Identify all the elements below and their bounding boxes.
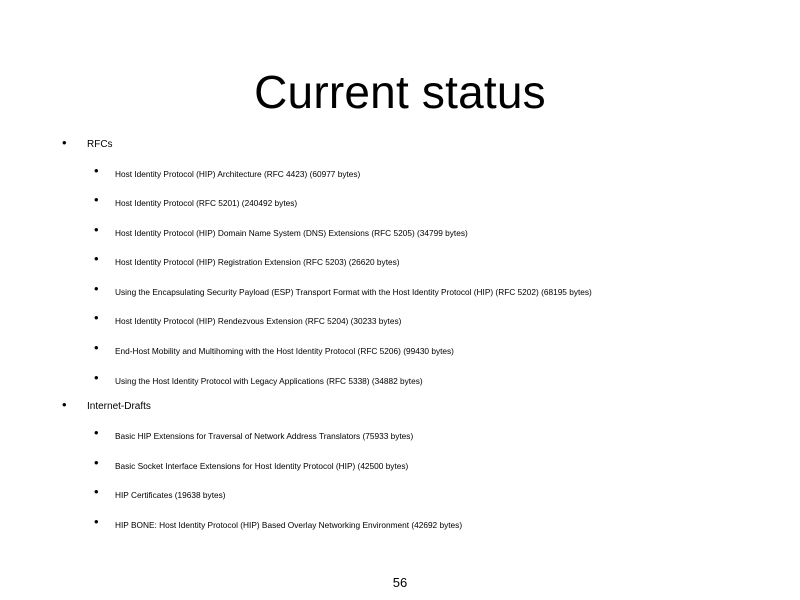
list-item-text: Basic HIP Extensions for Traversal of Network Address Translators (75933 bytes) xyxy=(115,431,414,441)
page-number: 56 xyxy=(392,575,408,590)
bullet-icon: • xyxy=(94,192,99,207)
list-item-text: Host Identity Protocol (RFC 5201) (240492 bytes) xyxy=(115,198,298,208)
list-item-text: End-Host Mobility and Multihoming with the Host Identity Protocol (RFC 5206) (99430 bytes) xyxy=(115,346,454,356)
list-item-text: Basic Socket Interface Extensions for Host Identity Protocol (HIP) (42500 bytes) xyxy=(115,461,409,471)
bullet-icon: • xyxy=(94,163,99,178)
bullet-icon: • xyxy=(94,340,99,355)
slide-title: Current status xyxy=(254,66,546,118)
list-item-text: Using the Encapsulating Security Payload (ESP) Transport Format with the Host Identity Protocol (HIP) (RFC 5202) (68195 bytes) xyxy=(115,287,592,297)
list-item-text: Host Identity Protocol (HIP) Architecture (RFC 4423) (60977 bytes) xyxy=(115,169,361,179)
list-item-text: Host Identity Protocol (HIP) Domain Name System (DNS) Extensions (RFC 5205) (34799 bytes) xyxy=(115,228,468,238)
bullet-icon: • xyxy=(94,484,99,499)
list-item-text: Host Identity Protocol (HIP) Rendezvous Extension (RFC 5204) (30233 bytes) xyxy=(115,316,402,326)
list-item-text: HIP Certificates (19638 bytes) xyxy=(115,490,226,500)
list-item-text: HIP BONE: Host Identity Protocol (HIP) Based Overlay Networking Environment (42692 bytes) xyxy=(115,520,463,530)
bullet-icon: • xyxy=(62,135,67,150)
bullet-icon: • xyxy=(94,370,99,385)
section-label-internet-drafts: Internet-Drafts xyxy=(87,401,151,412)
bullet-icon: • xyxy=(94,514,99,529)
bullet-icon: • xyxy=(94,310,99,325)
section-label-rfcs: RFCs xyxy=(87,139,113,150)
bullet-icon: • xyxy=(94,222,99,237)
bullet-icon: • xyxy=(94,281,99,296)
bullet-icon: • xyxy=(94,251,99,266)
list-item-text: Using the Host Identity Protocol with Legacy Applications (RFC 5338) (34882 bytes) xyxy=(115,376,423,386)
bullet-icon: • xyxy=(94,425,99,440)
bullet-icon: • xyxy=(94,455,99,470)
bullet-icon: • xyxy=(62,397,67,412)
list-item-text: Host Identity Protocol (HIP) Registration Extension (RFC 5203) (26620 bytes) xyxy=(115,257,400,267)
